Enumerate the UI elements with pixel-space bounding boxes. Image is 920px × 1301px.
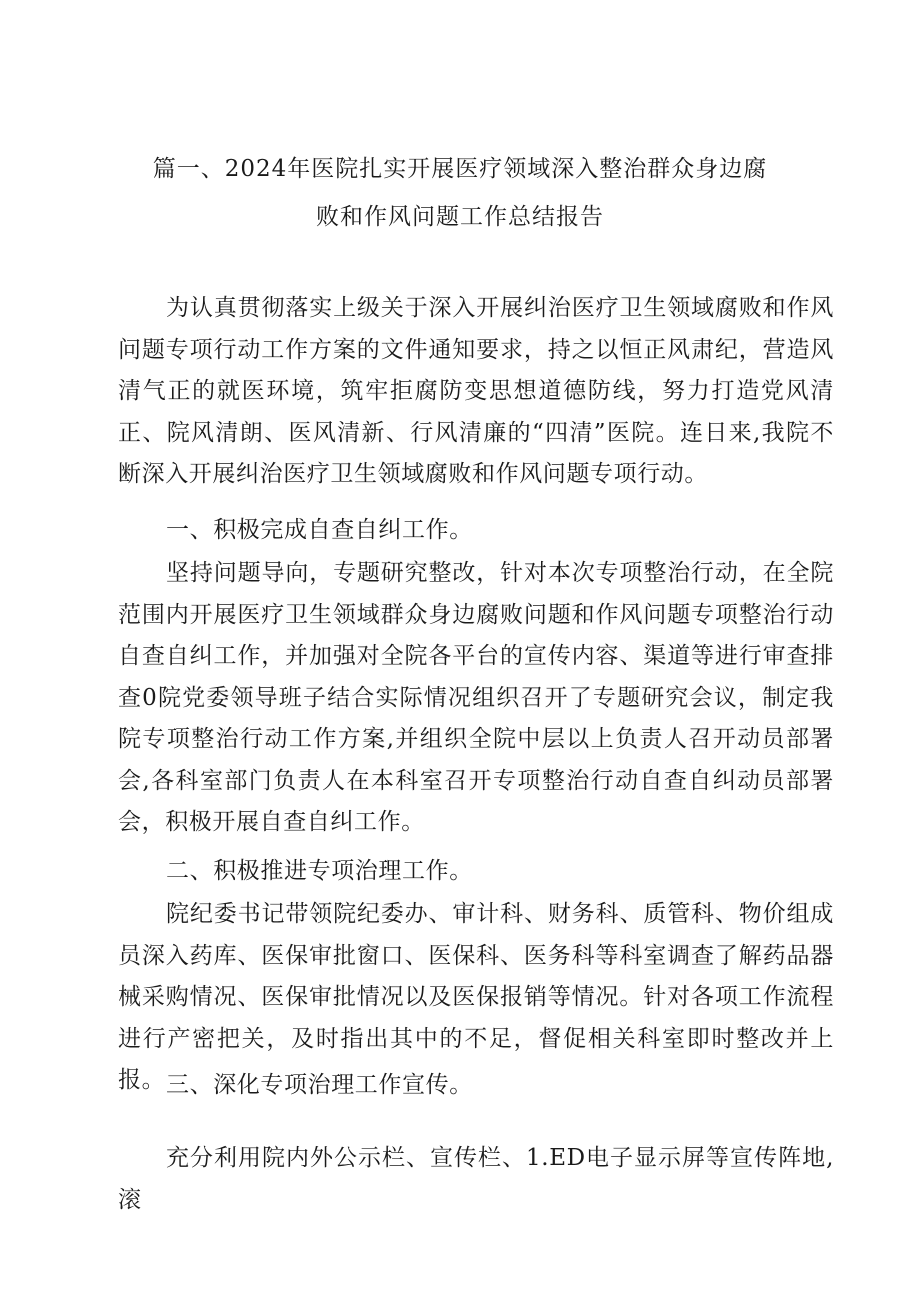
section-1-body: 坚持问题导向，专题研究整改，针对本次专项整治行动，在全院范围内开展医疗卫生领域群众身边腐败问题和作风问题专项整治行动自查自纠工作，并加强对全院各平台的宣传内容、渠道等进行审查排查0院党委领导班子结合实际情况组织召开了专题研究会议，制定我院专项整治行动工作方案,并组织全院中层以上负责人召开动员部署会,各科室部门负责人在本科室召开专项整治行动自查自纠动员部署会，积极开展自查自纠工作。	[118, 560, 834, 835]
section-3-body: 充分利用院内外公示栏、宣传栏、1.ED电子显示屏等宣传阵地,滚	[118, 1145, 834, 1213]
document-title-line-1: 篇一、2024年医院扎实开展医疗领域深入整治群众身边腐	[152, 156, 768, 182]
section-2-body: 院纪委书记带领院纪委办、审计科、财务科、质管科、物价组成员深入药库、医保审批窗口、医保科、医务科等科室调查了解药品器械采购情况、医保审批情况以及医保报销等情况。针对各项工作流程进行产密把关，及时指出其中的不足，督促相关科室即时整改并上报。	[118, 901, 834, 1093]
intro-paragraph: 为认真贯彻落实上级关于深入开展纠治医疗卫生领域腐败和作风问题专项行动工作方案的文件通知要求，持之以恒正风肃纪，营造风清气正的就医环境，筑牢拒腐防变思想道德防线，努力打造党风清正、院风清朗、医风清新、行风清廉的“四清”医院。连日来,我院不断深入开展纠治医疗卫生领域腐败和作风问题专项行动。	[118, 295, 834, 487]
document-title-line-2: 败和作风问题工作总结报告	[316, 204, 604, 230]
section-3-heading: 三、深化专项治理工作宣传。	[166, 1072, 473, 1098]
section-1-heading: 一、积极完成自查自纠工作。	[166, 517, 473, 543]
section-2-heading: 二、积极推进专项治理工作。	[166, 858, 473, 884]
